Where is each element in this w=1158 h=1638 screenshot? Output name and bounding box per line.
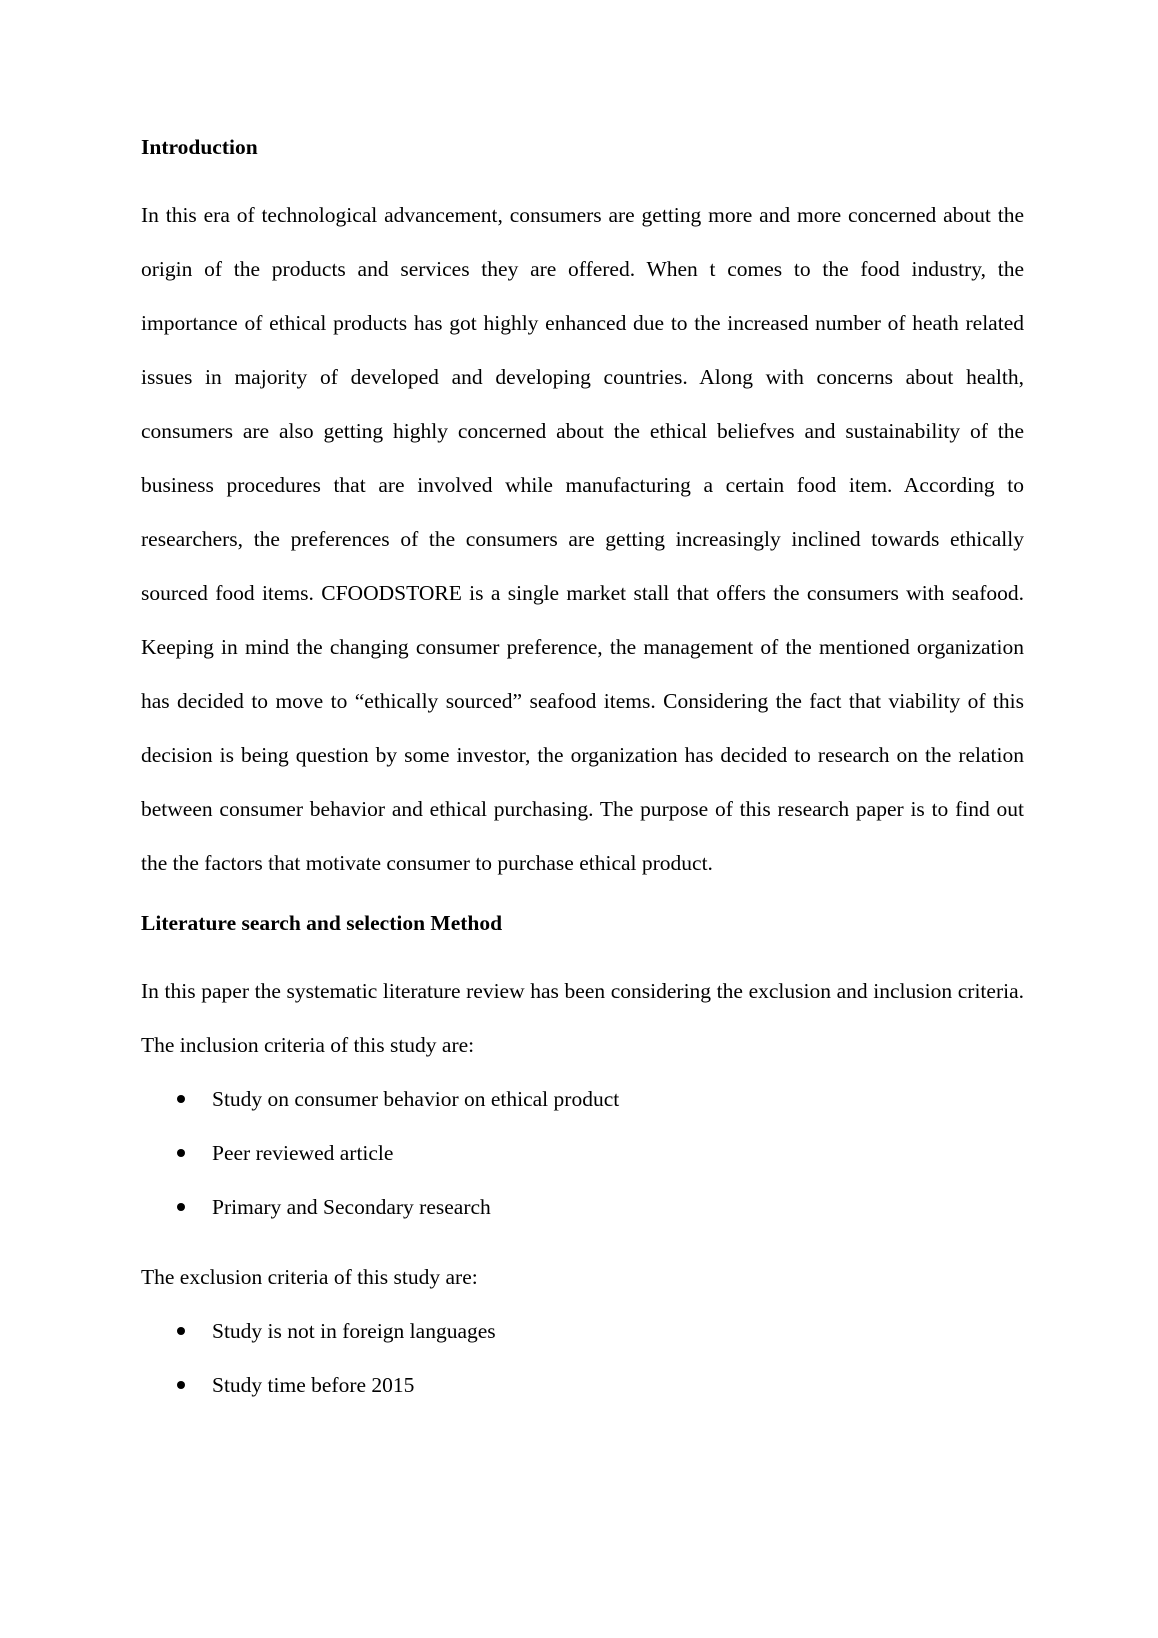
inclusion-criteria-list	[141, 1072, 1024, 1234]
introduction-heading: Introduction	[141, 135, 258, 159]
introduction-paragraph: In this era of technological advancement, consumers are getting more and more concerned about the origin of the products and services they are offered. When t comes to the food industry, the importance of ethical products has got highly enhanced due to the increased number of heath related issues in majority of developed and developing countries. Along with concerns about health, consumers are also getting highly concerned about the ethical beliefves and sustainability of the business procedures that are involved while manufacturing a certain food item. According to researchers, the preferences of the consumers are getting increasingly inclined towards ethically sourced food items. CFOODSTORE is a single market stall that offers the consumers with seafood. Keeping in mind the changing consumer preference, the management of the mentioned organization has decided to move to “ethically sourced” seafood items. Considering the fact that viability of this decision is being question by some investor, the organization has decided to research on the relation between consumer behavior and ethical purchasing. The purpose of this research paper is to find out the the factors that motivate consumer to purchase ethical product.	[141, 203, 1024, 875]
list-item	[141, 1072, 1024, 1126]
bullet-icon	[177, 1381, 185, 1389]
list-item	[141, 1180, 1024, 1234]
document-page	[141, 132, 1024, 1412]
exclusion-criteria-intro: The exclusion criteria of this study are:	[141, 1265, 478, 1289]
list-item	[141, 1126, 1024, 1180]
list-item-text: Primary and Secondary research	[212, 1195, 491, 1219]
bullet-icon	[177, 1149, 185, 1157]
list-item	[141, 1304, 1024, 1358]
bullet-icon	[177, 1095, 185, 1103]
list-item-text: Study on consumer behavior on ethical product	[212, 1087, 620, 1111]
bullet-icon	[177, 1327, 185, 1335]
exclusion-criteria-list	[141, 1304, 1024, 1412]
list-item-text: Peer reviewed article	[212, 1141, 394, 1165]
list-item	[141, 1358, 1024, 1412]
list-item-text: Study is not in foreign languages	[212, 1319, 496, 1343]
literature-method-heading: Literature search and selection Method	[141, 911, 503, 935]
bullet-icon	[177, 1203, 185, 1211]
list-item-text: Study time before 2015	[212, 1373, 415, 1397]
literature-method-paragraph: In this paper the systematic literature review has been considering the exclusion and inclusion criteria. The inclusion criteria of this study are:	[141, 979, 1024, 1057]
